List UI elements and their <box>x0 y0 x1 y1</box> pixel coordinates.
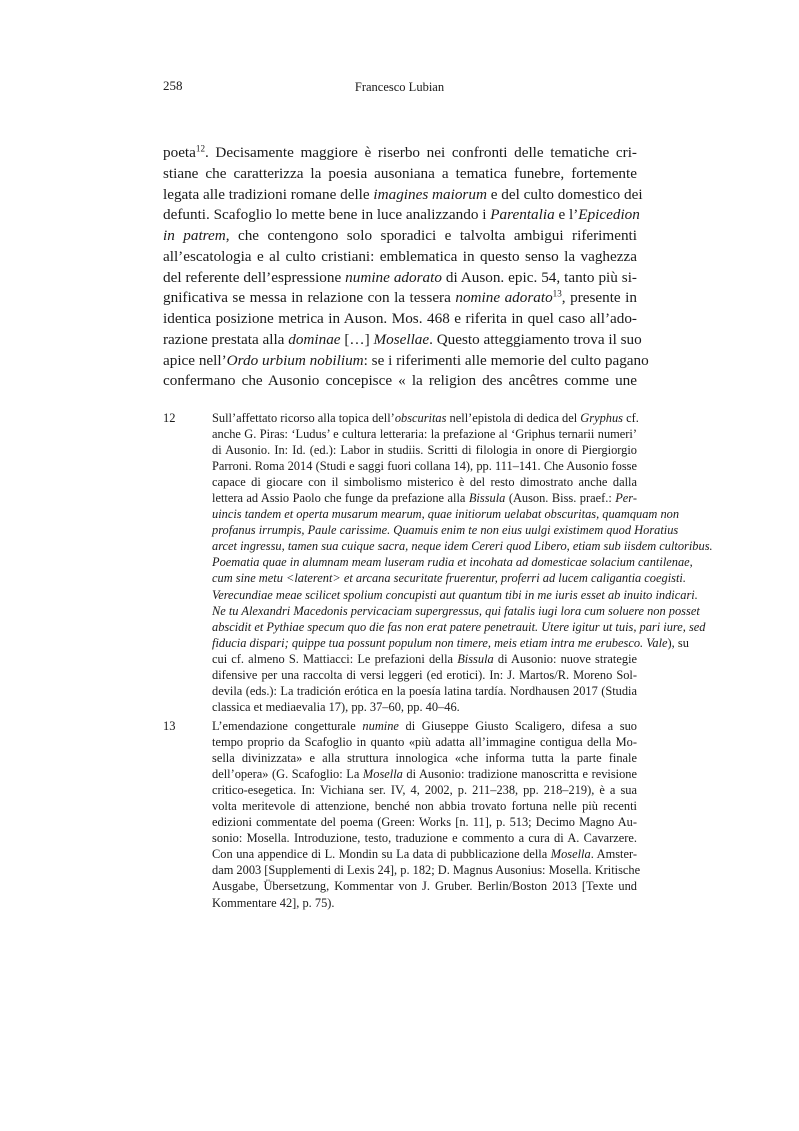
text-segment: razione prestata alla <box>163 330 289 348</box>
italic-text: numine adorato <box>345 268 442 286</box>
text-segment: anche G. Piras: ‘Ludus’ e cultura letteraria: la prefazione al ‘Griphus ternarii numeri’ <box>212 427 637 442</box>
text-line <box>212 699 637 715</box>
italic-text: Mosella <box>550 847 591 862</box>
text-line <box>212 458 637 474</box>
text-line <box>212 814 637 830</box>
italic-text: Mosellae <box>373 330 430 348</box>
italic-text: numine <box>362 719 399 733</box>
text-segment: Ausgabe, Übersetzung, Kommentar von J. Gruber. Berlin/Boston 2013 [Texte und <box>212 879 637 894</box>
text-line <box>212 538 713 554</box>
text-line <box>212 782 637 798</box>
text-segment: di Giuseppe Giusto Scaligero, difesa a suo <box>398 719 637 733</box>
text-line <box>163 288 637 309</box>
text-segment: volta meritevole di attenzione, benché non abbia trovato fortuna nelle più recenti <box>212 799 637 814</box>
text-segment: confermano che Ausonio concepisce « la religion des ancêtres comme une <box>163 372 637 390</box>
text-line <box>212 878 637 894</box>
text-segment: , che contengono solo sporadici e talvolta ambigui riferimenti <box>225 227 637 244</box>
footnote-number: 12 <box>163 411 176 425</box>
italic-text: abscidit et Pythiae specum quo die fas non erat patere penetrauit. Utere igitur ut tuis, pari iure, sed <box>212 619 706 634</box>
text-segment: lettera ad Assio Paolo che funge da prefazione alla <box>212 491 469 506</box>
italic-text: profanus irrumpis, Paule carissime. Quamuis enim te non eius uulgi existimem quod Horatius <box>212 523 679 538</box>
text-line <box>212 830 637 846</box>
text-segment: all’escatologia e al culto cristiani: emblematica in questo senso la vaghezza <box>163 247 637 265</box>
footnote-text <box>212 718 641 911</box>
italic-text: fiducia dispari; quippe tua possunt populum non timere, meis etiam intra me erubesco. Vale <box>212 635 668 650</box>
text-line <box>163 143 637 164</box>
text-line <box>212 683 637 699</box>
text-segment: di Auson. epic. 54, tanto più si- <box>441 268 637 286</box>
italic-text: Verecundiae meae scilicet spolium concupisti aut quantum tibi in me iuris esset ab inuito indicari. <box>212 587 698 602</box>
text-line <box>212 522 679 538</box>
italic-text: dominae <box>288 330 341 348</box>
text-line <box>212 603 700 619</box>
footnote-ref[interactable]: 12 <box>195 143 205 154</box>
text-line <box>212 474 637 490</box>
text-segment: legata alle tradizioni romane delle <box>163 185 374 203</box>
text-segment: del referente dell’espressione <box>163 268 346 286</box>
text-line <box>212 718 637 734</box>
italic-text: Gryphus <box>580 411 623 425</box>
body-text <box>163 143 649 392</box>
footnote-number: 13 <box>163 719 176 733</box>
text-line <box>163 330 642 351</box>
text-segment: classica et mediaevalia 17), pp. 37–60, pp. 40–46. <box>212 699 460 714</box>
text-line <box>163 226 637 247</box>
text-segment: gnificativa se messa in relazione con la tessera <box>163 289 456 307</box>
text-segment: . Amster- <box>590 847 637 862</box>
italic-text: cum sine metu <laterent> et arcana securitate fruerentur, proferri ad lucem caligantia coegisti. <box>212 571 686 586</box>
text-segment: (Auson. Biss. praef.: <box>505 491 616 506</box>
text-segment: poeta <box>163 144 196 161</box>
italic-text: Mosella <box>362 767 403 782</box>
italic-text: nomine adorato <box>455 289 553 307</box>
text-line <box>212 651 637 667</box>
italic-text: Bissula <box>457 651 494 666</box>
text-line <box>212 862 641 878</box>
text-segment: critico-esegetica. In: Vichiana ser. IV, 4, 2002, p. 211–238, pp. 218–219), è a sua <box>212 783 637 798</box>
text-segment: difensive per una raccolta di versi leggeri (ed erotici). In: J. Martos/R. Moreno Sol- <box>212 667 637 682</box>
text-segment: sonio: Mosella. Introduzione, testo, traduzione e commento a cura di A. Cavarzere. <box>212 831 637 846</box>
italic-text: in patrem <box>163 227 226 244</box>
text-segment: ), su <box>667 635 689 650</box>
text-segment: di Ausonio: tradizione manoscritta e revisione <box>402 767 637 782</box>
text-line <box>212 846 637 862</box>
text-segment: dam 2003 [Supplementi di Lexis 24], p. 182; D. Magnus Ausonius: Mosella. Kritische <box>212 863 641 878</box>
text-segment: identica posizione metrica in Auson. Mos. 468 e riferita in quel caso all’ado- <box>163 310 637 327</box>
text-line <box>163 309 637 330</box>
footnote-ref[interactable]: 13 <box>552 288 562 299</box>
text-line <box>212 766 637 782</box>
text-line <box>212 426 637 442</box>
text-line <box>212 410 637 426</box>
text-line <box>212 667 637 683</box>
italic-text: arcet ingressu, tamen sua cuique sacra, neque idem Cereri quod Libero, etiam sub iisdem cultoribus. <box>212 539 713 554</box>
text-segment: devila (eds.): La tradición erótica en la poesía latina tardía. Nordhausen 2017 (Studia <box>212 683 637 698</box>
italic-text: Parentalia <box>490 206 555 224</box>
text-line <box>163 371 637 392</box>
text-segment: Sull’affettato ricorso alla topica dell’ <box>212 411 395 425</box>
text-segment: cui cf. almeno S. Mattiacci: Le prefazioni della <box>212 651 458 666</box>
text-segment: , presente in <box>561 289 637 307</box>
text-line <box>212 587 698 603</box>
italic-text: uincis tandem et operta musarum mearum, quae initiorum uelabat obscuritas, quamquam non <box>212 507 680 522</box>
text-line <box>212 554 693 570</box>
italic-text: Epicedion <box>578 206 640 224</box>
text-line <box>212 895 637 911</box>
text-segment: . Decisamente maggiore è riserbo nei confronti delle tematiche cri- <box>205 144 637 161</box>
text-line <box>212 798 637 814</box>
text-line <box>163 247 637 268</box>
italic-text: imagines maiorum <box>373 185 487 203</box>
page-number: 258 <box>163 78 183 93</box>
text-segment: Parroni. Roma 2014 (Studi e saggi fuori collana 14), pp. 111–141. Che Ausonio fosse <box>212 459 637 474</box>
text-segment: nell’epistola di dedica del <box>446 411 581 425</box>
footnote-text <box>212 410 713 715</box>
text-line <box>212 734 637 750</box>
text-segment: capace di giocare con il simbolismo misterico è del resto dimostrato anche dalla <box>212 475 637 490</box>
text-segment: Kommentare 42], p. 75). <box>212 895 335 910</box>
italic-text: Ordo urbium nobilium <box>226 351 364 369</box>
text-line <box>212 570 686 586</box>
text-segment: edizioni commentate del poema (Green: Works [n. 11], p. 513; Decimo Magno Au- <box>212 815 637 830</box>
text-line <box>163 268 637 289</box>
text-segment: sella divinizzata» e alla struttura innologica «che informa tutta la parte finale <box>212 751 637 766</box>
text-line <box>212 750 637 766</box>
text-segment: : se i riferimenti alle memorie del culto pagano <box>363 351 649 369</box>
text-segment: dell’opera» (G. Scafoglio: La <box>212 767 363 782</box>
italic-text: Ne tu Alexandri Macedonis pervicaciam supergressus, qui fatalis iugi lora cum soluere non posset <box>212 603 700 618</box>
text-line <box>212 490 637 506</box>
running-head: Francesco Lubian <box>354 80 445 94</box>
italic-text: Per- <box>615 491 638 506</box>
text-line <box>212 635 689 651</box>
text-line <box>212 442 637 458</box>
text-line <box>212 506 680 522</box>
text-line <box>212 619 706 635</box>
italic-text: Bissula <box>468 491 506 506</box>
text-segment: di Ausonio. In: Id. (ed.): Labor in studiis. Scritti di filologia in onore di Piergiorgio <box>212 443 637 458</box>
text-segment: tempo proprio da Scafoglio in quanto «più adatta all’immagine contigua della Mo- <box>212 735 637 750</box>
text-line <box>163 185 643 206</box>
text-segment: e del culto domestico dei <box>486 185 643 203</box>
italic-text: Poematia quae in alumnam meam luseram rudia et incohata ad domesticae solacium cantilenae, <box>212 555 693 570</box>
text-segment: Con una appendice di L. Mondin su La data di pubblicazione della <box>212 847 551 862</box>
text-line <box>163 351 649 372</box>
italic-text: obscuritas <box>394 411 447 425</box>
text-segment: cf. <box>622 411 639 425</box>
text-segment: apice nell’ <box>163 351 227 369</box>
text-line <box>163 164 637 185</box>
text-segment: . Questo atteggiamento trova il suo <box>429 330 642 348</box>
text-line <box>163 205 640 226</box>
text-segment: stiane che caratterizza la poesia ausoniana a tematica funebre, fortemente <box>163 164 637 182</box>
text-segment: e l’ <box>554 206 579 224</box>
text-segment: […] <box>340 330 374 348</box>
text-segment: defunti. Scafoglio lo mette bene in luce analizzando i <box>163 206 491 224</box>
text-segment: L’emendazione congetturale <box>212 719 363 733</box>
text-segment: di Ausonio: nuove strategie <box>493 651 638 666</box>
